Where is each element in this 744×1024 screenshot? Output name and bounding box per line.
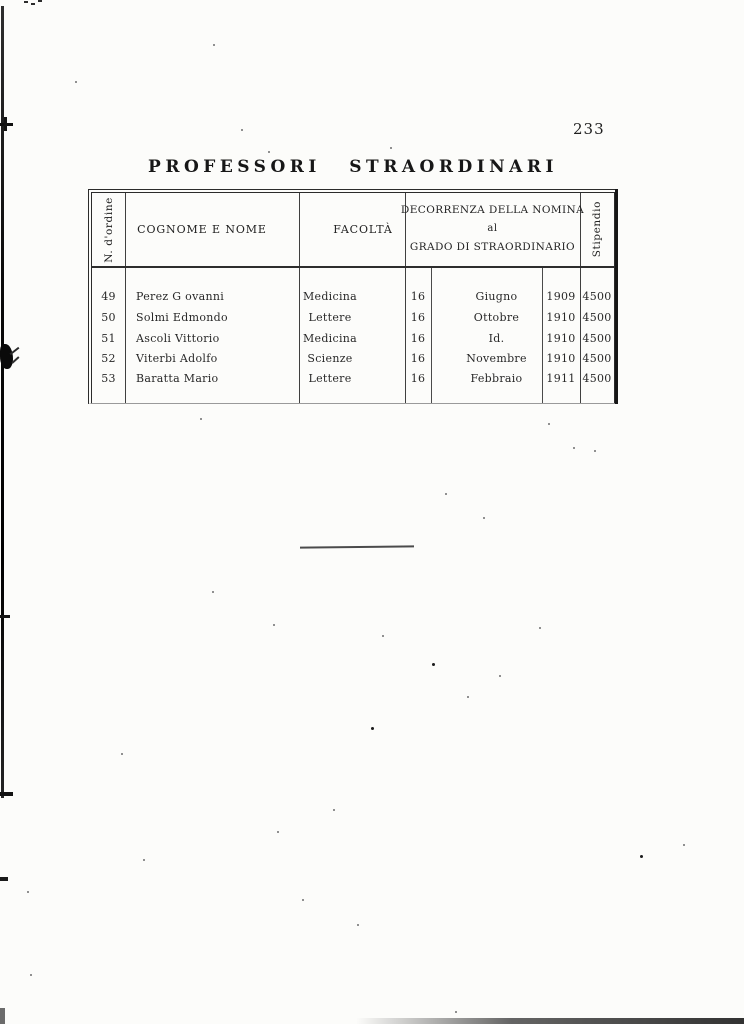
cell-nome: Perez G ovanni — [136, 290, 225, 303]
header-ordine-label: N. d'ordine — [102, 196, 115, 263]
cell-facolta: Scienze — [307, 352, 353, 365]
table-right-border — [615, 189, 619, 404]
scan-speck — [467, 696, 469, 698]
cell-numero: 53 — [101, 372, 116, 385]
cell-anno: 1911 — [546, 372, 576, 385]
scan-speck — [213, 44, 215, 46]
cell-anno: 1910 — [546, 311, 576, 324]
header-decorrenza-line1: DECORRENZA DELLA NOMINA — [400, 204, 585, 216]
separator-rule — [300, 545, 414, 548]
scan-speck — [455, 1011, 457, 1013]
header-decorrenza — [400, 193, 585, 266]
header-facolta: FACOLTÀ — [333, 223, 393, 236]
cell-stipendio: 4500 — [582, 372, 612, 385]
table-row — [92, 289, 614, 305]
page-title: PROFESSORI STRAORDINARI — [148, 157, 558, 177]
cell-anno: 1910 — [546, 352, 576, 365]
scan-speck — [683, 844, 685, 846]
table-row — [92, 310, 614, 326]
cell-mese: Novembre — [466, 352, 527, 365]
scan-speck — [432, 663, 435, 666]
scan-speck — [241, 129, 243, 131]
scan-speck — [445, 493, 447, 495]
scan-speck — [302, 899, 304, 901]
bottom-scan-shadow — [356, 1018, 744, 1024]
cell-facolta: Medicina — [302, 332, 358, 345]
scan-speck — [27, 891, 29, 893]
scan-speck — [273, 624, 275, 626]
cell-nome: Solmi Edmondo — [136, 311, 228, 324]
cell-numero: 52 — [101, 352, 116, 365]
scan-speck — [483, 517, 485, 519]
cell-mese: Id. — [488, 332, 505, 345]
edge-tick-mark — [0, 792, 13, 796]
scan-speck — [382, 635, 384, 637]
cell-facolta: Lettere — [308, 311, 352, 324]
scan-speck — [212, 591, 214, 593]
scan-speck — [75, 81, 77, 83]
header-stipendio — [580, 193, 614, 266]
edge-tick-mark — [0, 615, 10, 618]
cell-mese: Ottobre — [473, 311, 520, 324]
registration-cross-mark — [4, 117, 7, 131]
scan-speck — [594, 450, 596, 452]
cell-stipendio: 4500 — [582, 290, 612, 303]
cell-stipendio: 4500 — [582, 352, 612, 365]
scan-speck — [357, 924, 359, 926]
cell-giorno: 16 — [410, 332, 426, 345]
scan-speck — [640, 855, 643, 858]
top-edge-mark — [24, 1, 28, 3]
cell-giorno: 16 — [410, 352, 426, 365]
scan-speck — [539, 627, 541, 629]
scan-speck — [277, 831, 279, 833]
page-number: 233 — [573, 120, 605, 138]
header-decorrenza-line2: al — [487, 223, 498, 234]
table-row — [92, 371, 614, 387]
scan-speck — [499, 675, 501, 677]
scan-speck — [573, 447, 575, 449]
cell-giorno: 16 — [410, 372, 426, 385]
header-cognome-e-nome: COGNOME E NOME — [137, 223, 267, 236]
scan-speck — [333, 809, 335, 811]
header-ordine — [92, 193, 125, 266]
scan-speck — [143, 859, 145, 861]
scan-speck — [390, 147, 392, 149]
scan-speck — [121, 753, 123, 755]
cell-giorno: 16 — [410, 311, 426, 324]
cell-mese: Giugno — [475, 290, 518, 303]
scan-speck — [268, 151, 270, 153]
scan-speck — [371, 727, 374, 730]
cell-facolta: Medicina — [302, 290, 358, 303]
cell-nome: Ascoli Vittorio — [136, 332, 220, 345]
scan-speck — [30, 974, 32, 976]
table-body — [92, 268, 614, 403]
ink-blob-artifact — [0, 344, 13, 369]
cell-numero: 49 — [101, 290, 116, 303]
cell-stipendio: 4500 — [582, 332, 612, 345]
cell-nome: Baratta Mario — [136, 372, 219, 385]
cell-numero: 50 — [101, 311, 116, 324]
header-decorrenza-line3: GRADO DI STRAORDINARIO — [409, 241, 576, 253]
top-edge-mark — [31, 3, 35, 5]
cell-nome: Viterbi Adolfo — [136, 352, 218, 365]
scan-speck — [548, 423, 550, 425]
professors-table — [88, 189, 618, 404]
corner-scan-shadow — [0, 1008, 5, 1024]
top-edge-mark — [38, 0, 42, 2]
cell-stipendio: 4500 — [582, 311, 612, 324]
cell-numero: 51 — [101, 332, 116, 345]
cell-mese: Febbraio — [470, 372, 523, 385]
scan-speck — [200, 418, 202, 420]
edge-tick-mark — [0, 877, 8, 881]
cell-anno: 1910 — [546, 332, 576, 345]
cell-giorno: 16 — [410, 290, 426, 303]
table-row — [92, 331, 614, 347]
cell-facolta: Lettere — [308, 372, 352, 385]
cell-anno: 1909 — [546, 290, 576, 303]
table-row — [92, 351, 614, 367]
header-stipendio-label: Stipendio — [591, 201, 603, 258]
